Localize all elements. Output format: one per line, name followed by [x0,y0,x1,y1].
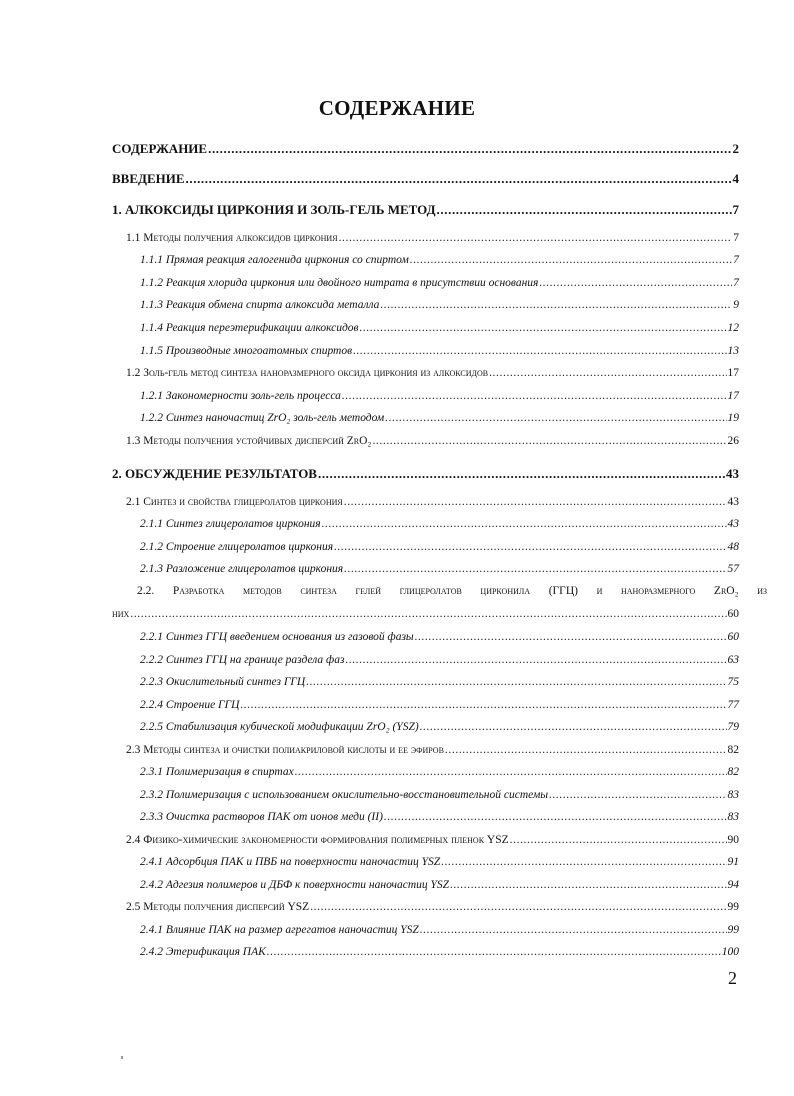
toc-entry[interactable]: 2.4.2 Этерификация ПАК ..... 100 [140,946,739,958]
toc-entry[interactable]: 2.3.3 Очистка растворов ПАК от ионов меди (II) ..... 83 [140,811,739,823]
toc-entry[interactable]: 2.1.1 Синтез глицеролатов циркония ..... 43 [140,518,739,530]
toc-entry[interactable]: 2.2.3 Окислительный синтез ГГЦ ..... 75 [140,676,739,688]
toc-entry[interactable]: ВВЕДЕНИЕ ..... 4 [112,171,739,187]
toc-entry[interactable]: 2. ОБСУЖДЕНИЕ РЕЗУЛЬТАТОВ ..... 43 [112,466,739,482]
page-title: СОДЕРЖАНИЕ [318,96,476,120]
page-number: 2 [728,968,737,988]
toc-entry[interactable]: 2.2.1 Синтез ГГЦ введением основания из газовой фазы ..... 60 [140,631,739,643]
toc-entry[interactable]: 2.3.2 Полимеризация с использованием окислительно-восстановительной системы ..... 83 [140,789,739,801]
toc-entry[interactable]: 2.1 Синтез и свойства глицеролатов циркония ..... 43 [126,496,739,508]
toc-entry[interactable]: СОДЕРЖАНИЕ ..... 2 [112,141,739,157]
toc-entry[interactable]: 1.2 Золь-гель метод синтеза наноразмерного оксида циркония из алкоксидов ..... 17 [126,367,739,379]
toc-entry[interactable]: 2.5 Методы получения дисперсий YSZ ..... 99 [126,901,739,913]
toc-entry[interactable]: 1.1.1 Прямая реакция галогенида циркония со спиртом ..... 7 [140,254,739,266]
toc-entry[interactable]: 2.2.5 Стабилизация кубической модификации ZrO₂ (YSZ) ..... 79 [140,721,739,733]
toc-entry[interactable]: 2.3 Методы синтеза и очистки полиакриловой кислоты и ее эфиров ..... 82 [126,744,739,756]
toc-entry[interactable]: 1.1.5 Производные многоатомных спиртов ..... 13 [140,345,739,357]
toc-entry[interactable]: 2.1.2 Строение глицеролатов циркония ..... 48 [140,541,739,553]
toc-entry[interactable]: 1. АЛКОКСИДЫ ЦИРКОНИЯ И ЗОЛЬ-ГЕЛЬ МЕТОД ..... 7 [112,202,739,218]
toc-entry[interactable]: 2.1.3 Разложение глицеролатов циркония ..... 57 [140,563,739,575]
toc-entry[interactable]: 1.1.2 Реакция хлорида циркония или двойного нитрата в присутствии основания ..... 7 [140,277,739,289]
toc-entry[interactable]: 1.1.3 Реакция обмена спирта алкоксида металла ..... 9 [140,299,739,311]
toc-entry[interactable]: 1.3 Методы получения устойчивых дисперсий ZrO₂ ..... 26 [126,435,739,447]
toc-entry[interactable]: 2.4.1 Адсорбция ПАК и ПВБ на поверхности наночастиц YSZ ..... 91 [140,856,739,868]
toc-entry[interactable]: 1.1 Методы получения алкоксидов циркония ..... 7 [126,232,739,244]
toc-entry[interactable]: 1.1.4 Реакция переэтерификации алкоксидов ..... 12 [140,322,739,334]
toc-entry[interactable]: 1.2.1 Закономерности золь-гель процесса ..... 17 [140,390,739,402]
toc-entry[interactable]: 2.3.1 Полимеризация в спиртах ..... 82 [140,766,739,778]
toc-entry[interactable]: 2.2.2 Синтез ГГЦ на границе раздела фаз ..... 63 [140,654,739,666]
toc-entry-continuation[interactable]: них ..... 60 [112,608,739,620]
toc-entry-heading-wrapped[interactable]: 2.2. Разработка методов синтеза гелей глицеролатов цирконила (ГГЦ) и наноразмерного ZrO₂ из [137,585,767,597]
scan-speck [121,1056,123,1059]
toc-entry[interactable]: 2.4 Физико-химические закономерности формирования полимерных пленок YSZ ..... 90 [126,834,739,846]
toc-entry[interactable]: 2.2.4 Строение ГГЦ ..... 77 [140,699,739,711]
toc-entry[interactable]: 2.4.1 Влияние ПАК на размер агрегатов наночастиц YSZ ..... 99 [140,924,739,936]
toc-entry[interactable]: 1.2.2 Синтез наночастиц ZrO₂ золь-гель методом ..... 19 [140,412,739,424]
toc-entry[interactable]: 2.4.2 Адгезия полимеров и ДБФ к поверхности наночастиц YSZ ..... 94 [140,879,739,891]
